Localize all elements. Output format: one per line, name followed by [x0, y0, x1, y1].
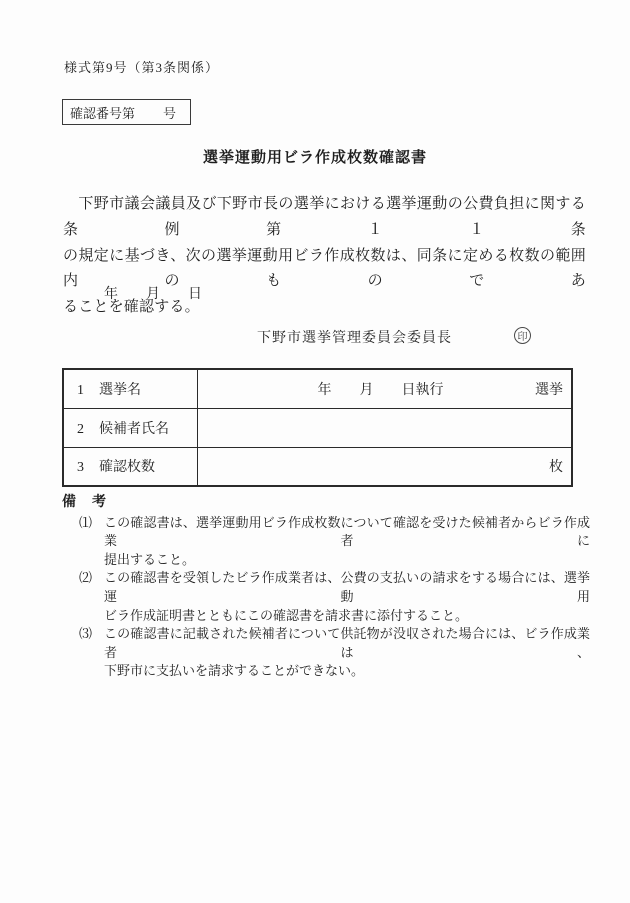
remarks-item-number: ⑶: [79, 626, 93, 642]
row-number: 2: [77, 421, 84, 437]
remarks-item-number: ⑴: [79, 514, 93, 530]
table-row-label-cell: [63, 447, 197, 486]
remarks-item-line: この確認書に記載された候補者について供託物が没収された場合には、ビラ作成業者は、: [104, 626, 590, 660]
table-row-value-cell: [197, 447, 572, 486]
remarks-item-line: 提出すること。: [104, 551, 196, 567]
table-row-value-cell: [197, 369, 572, 408]
remarks-item-text: [104, 569, 590, 625]
seal-icon: [514, 327, 531, 344]
remarks-item: [62, 514, 590, 570]
row-number: 1: [77, 382, 84, 398]
table-row: [63, 408, 572, 447]
table-row-value-cell: [197, 408, 572, 447]
table-row-label-cell: [63, 408, 197, 447]
row-label: 確認枚数: [99, 460, 155, 476]
signer-line: 下野市選挙管理委員会委員長: [257, 331, 452, 346]
document-title: 選挙運動用ビラ作成枚数確認書: [202, 150, 427, 166]
remarks-heading: 備 考: [62, 495, 107, 510]
remarks-item-text: [104, 625, 590, 681]
remarks-item-number: ⑵: [79, 570, 93, 586]
confirmation-table: [62, 368, 573, 487]
body-paragraph-line: ることを確認する。: [63, 299, 200, 316]
confirmation-number-box: [62, 99, 191, 125]
row-label: 選挙名: [99, 382, 141, 398]
remarks-item-line: この確認書を受領したビラ作成業者は、公費の支払いの請求をする場合には、選挙運動用: [104, 570, 590, 604]
remarks-item-line: ビラ作成証明書とともにこの確認書を請求書に添付すること。: [104, 607, 469, 623]
remarks-item-line: この確認書は、選挙運動用ビラ作成枚数について確認を受けた候補者からビラ作成業者に: [104, 514, 590, 549]
table-row: [63, 369, 572, 408]
row-unit: 枚: [549, 460, 563, 476]
table-row: [63, 447, 572, 486]
remarks-item-line: 下野市に支払いを請求することができない。: [104, 663, 365, 679]
remarks-item-text: [104, 514, 590, 570]
confirmation-number-label: 確認番号第: [70, 105, 136, 121]
remarks-section: [62, 494, 590, 681]
row-number: 3: [77, 460, 84, 476]
table-row-label-cell: [63, 369, 197, 408]
execution-date-blank: 年 月 日執行: [317, 382, 444, 398]
body-paragraph-line: 下野市議会議員及び下野市長の選挙における選挙運動の公費負担に関する条例第１１条: [63, 196, 586, 238]
remarks-item: [62, 625, 590, 681]
remarks-item: [62, 569, 590, 625]
confirmation-number-suffix: 号: [162, 105, 176, 121]
body-paragraph-line: の規定に基づき、次の選挙運動用ビラ作成枚数は、同条に定める枚数の範囲内のものであ: [63, 247, 586, 290]
seal-character: 印: [517, 332, 528, 343]
date-line: 年 月 日: [104, 287, 202, 302]
row-unit: 選挙: [535, 382, 563, 398]
row-label: 候補者氏名: [99, 421, 169, 437]
form-number-label: 様式第9号（第3条関係）: [64, 60, 220, 75]
